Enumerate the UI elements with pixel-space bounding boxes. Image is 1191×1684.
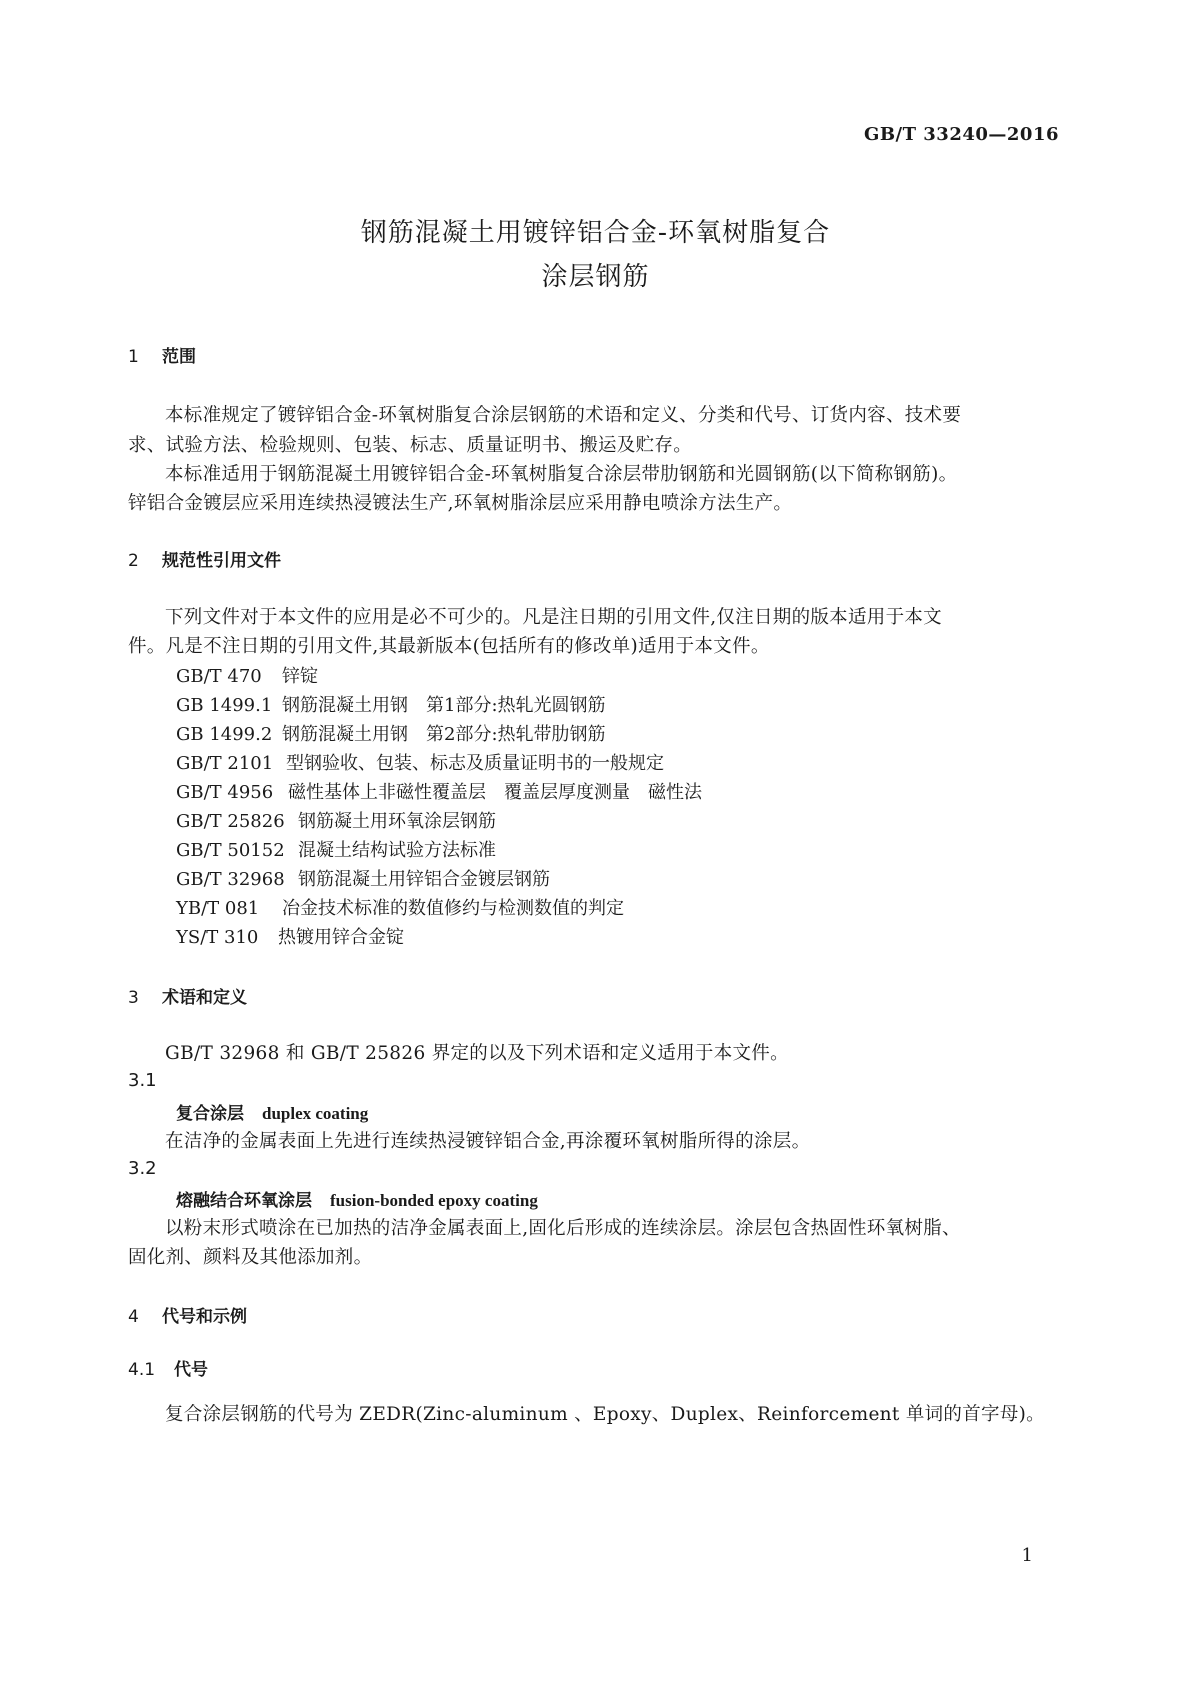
section-number: 3	[128, 988, 139, 1008]
section-number: 1	[128, 347, 139, 367]
reference-title: 锌锭	[282, 666, 318, 687]
s1-paragraph-2-line-1: 本标准适用于钢筋混凝土用镀锌铝合金-环氧树脂复合涂层带肋钢筋和光圆钢筋(以下简称钢筋)。	[165, 464, 958, 485]
subsection-4-1-heading	[128, 1355, 208, 1380]
reference-code: GB/T 2101	[176, 753, 274, 774]
section-title: 术语和定义	[162, 988, 247, 1008]
term-en: fusion-bonded epoxy coating	[330, 1191, 538, 1210]
term-heading	[176, 1099, 368, 1124]
standard-code: GB/T 33240—2016	[863, 124, 1059, 145]
reference-code: YS/T 310	[176, 927, 259, 948]
term-en: duplex coating	[262, 1104, 369, 1123]
term-number: 3.2	[128, 1158, 157, 1179]
reference-title: 热镀用锌合金锭	[278, 927, 404, 948]
section-number: 2	[128, 551, 139, 571]
s1-paragraph-1-line-1: 本标准规定了镀锌铝合金-环氧树脂复合涂层钢筋的术语和定义、分类和代号、订货内容、技术要	[165, 405, 962, 426]
page-number: 1	[1021, 1545, 1033, 1566]
reference-code: GB/T 4956	[176, 782, 274, 803]
reference-code: GB/T 32968	[176, 869, 285, 890]
reference-code: GB/T 50152	[176, 840, 285, 861]
subsection-number: 4.1	[128, 1360, 156, 1380]
reference-item	[176, 778, 702, 804]
reference-code: GB 1499.1	[176, 695, 273, 716]
section-number: 4	[128, 1307, 139, 1327]
reference-title: 型钢验收、包装、标志及质量证明书的一般规定	[286, 753, 664, 774]
section-title: 范围	[162, 347, 196, 367]
reference-item	[176, 691, 606, 717]
reference-title: 钢筋混凝土用锌铝合金镀层钢筋	[298, 869, 550, 890]
reference-item	[176, 865, 550, 891]
reference-title: 冶金技术标准的数值修约与检测数值的判定	[282, 898, 624, 919]
reference-item	[176, 807, 496, 833]
section-title: 规范性引用文件	[162, 551, 281, 571]
term-definition-line-2: 固化剂、颜料及其他添加剂。	[128, 1247, 373, 1268]
s2-paragraph-line-1: 下列文件对于本文件的应用是必不可少的。凡是注日期的引用文件,仅注日期的版本适用于本文	[165, 607, 942, 628]
reference-title: 钢筋凝土用环氧涂层钢筋	[298, 811, 496, 832]
s4-paragraph: 复合涂层钢筋的代号为 ZEDR(Zinc-aluminum 、Epoxy、Duplex、Reinforcement 单词的首字母)。	[165, 1404, 1045, 1425]
term-zh: 熔融结合环氧涂层	[176, 1191, 312, 1211]
s2-paragraph-line-2: 件。凡是不注日期的引用文件,其最新版本(包括所有的修改单)适用于本文件。	[128, 636, 770, 657]
reference-item	[176, 836, 496, 862]
reference-code: GB/T 25826	[176, 811, 285, 832]
subsection-title: 代号	[174, 1360, 208, 1380]
section-4-heading	[128, 1302, 247, 1327]
s3-intro: GB/T 32968 和 GB/T 25826 界定的以及下列术语和定义适用于本文件。	[165, 1043, 789, 1064]
reference-title: 混凝土结构试验方法标准	[298, 840, 496, 861]
document-title-line2: 涂层钢筋	[541, 262, 650, 292]
section-1-heading	[128, 342, 196, 367]
term-heading	[176, 1186, 538, 1211]
section-3-heading	[128, 983, 247, 1008]
document-title-line1: 钢筋混凝土用镀锌铝合金-环氧树脂复合	[360, 218, 831, 248]
reference-code: GB 1499.2	[176, 724, 273, 745]
reference-item	[176, 894, 624, 920]
reference-item	[176, 749, 664, 775]
term-zh: 复合涂层	[176, 1104, 244, 1124]
s1-paragraph-2-line-2: 锌铝合金镀层应采用连续热浸镀法生产,环氧树脂涂层应采用静电喷涂方法生产。	[128, 493, 793, 514]
term-number: 3.1	[128, 1070, 157, 1091]
term-definition: 在洁净的金属表面上先进行连续热浸镀锌铝合金,再涂覆环氧树脂所得的涂层。	[165, 1131, 811, 1152]
reference-code: YB/T 081	[176, 898, 260, 919]
reference-title: 磁性基体上非磁性覆盖层 覆盖层厚度测量 磁性法	[288, 782, 702, 803]
reference-item	[176, 720, 606, 746]
term-definition-line-1: 以粉末形式喷涂在已加热的洁净金属表面上,固化后形成的连续涂层。涂层包含热固性环氧树脂、	[165, 1218, 961, 1239]
s1-paragraph-1-line-2: 求、试验方法、检验规则、包装、标志、质量证明书、搬运及贮存。	[128, 435, 693, 456]
section-title: 代号和示例	[162, 1307, 247, 1327]
reference-item	[176, 662, 318, 688]
reference-code: GB/T 470	[176, 666, 262, 687]
reference-title: 钢筋混凝土用钢 第1部分:热轧光圆钢筋	[282, 695, 606, 716]
reference-item	[176, 923, 404, 949]
reference-title: 钢筋混凝土用钢 第2部分:热轧带肋钢筋	[282, 724, 606, 745]
section-2-heading	[128, 546, 281, 571]
